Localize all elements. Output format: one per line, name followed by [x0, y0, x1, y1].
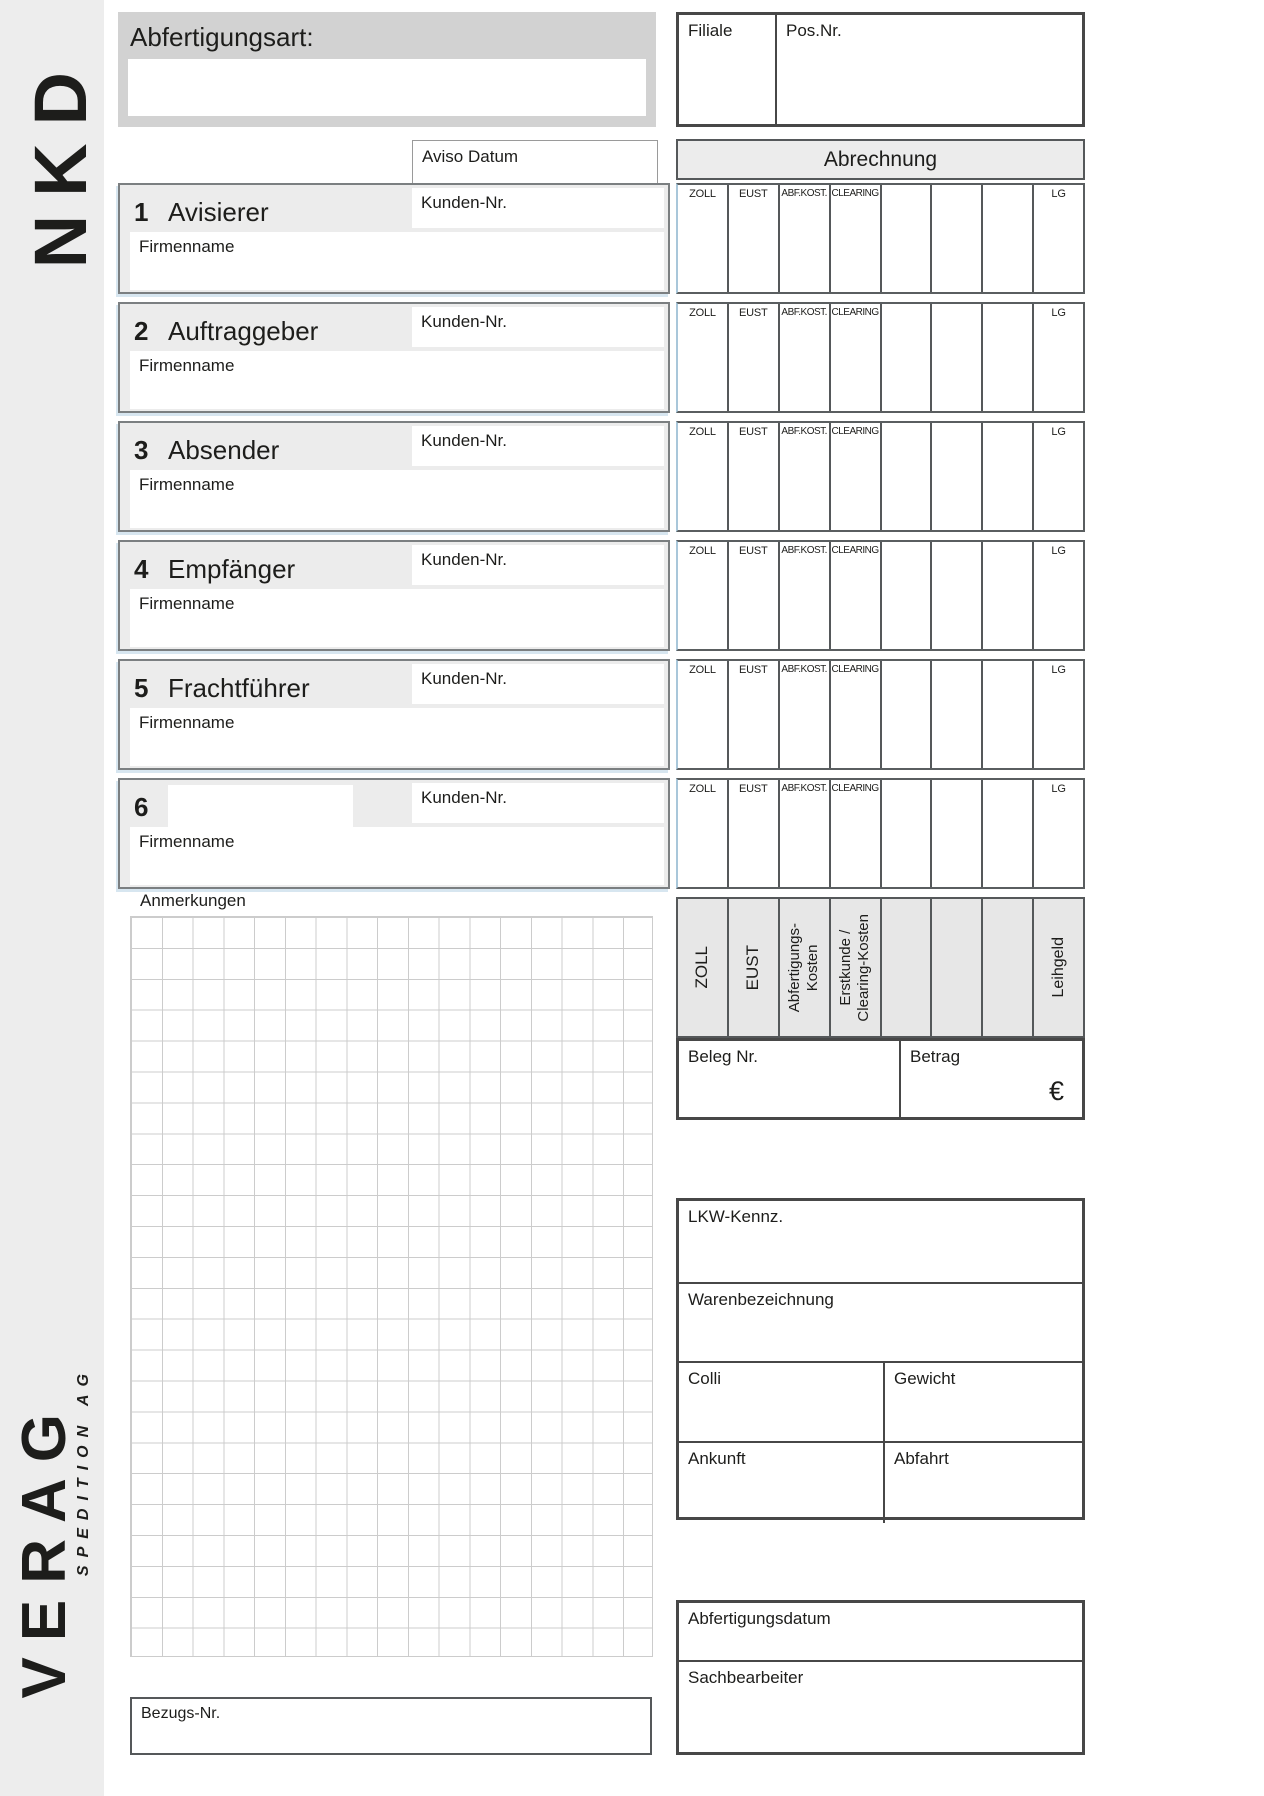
- bezugs-nr-field[interactable]: [130, 1697, 652, 1755]
- section-avisierer: [118, 183, 670, 294]
- footer-cell-empty: [932, 899, 983, 1036]
- verag-logo-subtitle: SPEDITION AG: [75, 1366, 92, 1577]
- lkw-kennz-label: LKW-Kennz.: [688, 1207, 784, 1226]
- col-label-zoll: ZOLL: [689, 307, 716, 319]
- firmenname-field[interactable]: [130, 351, 664, 409]
- col-label-eust: EUST: [739, 307, 768, 319]
- abrechnung-cell[interactable]: [831, 185, 882, 292]
- euro-symbol: €: [1048, 1076, 1064, 1106]
- col-label-eust: EUST: [739, 664, 768, 676]
- abfertigungsdatum-field[interactable]: [679, 1603, 1082, 1660]
- kunden-nr-label: Kunden-Nr.: [421, 193, 507, 212]
- filiale-field[interactable]: [679, 15, 775, 124]
- firmenname-field[interactable]: [130, 827, 664, 885]
- abrechnung-row-4: [676, 540, 1085, 651]
- sachbearbeiter-field[interactable]: [679, 1660, 1082, 1752]
- posnr-label: Pos.Nr.: [786, 21, 842, 40]
- col-label-zoll: ZOLL: [689, 545, 716, 557]
- colli-label: Colli: [688, 1369, 722, 1388]
- abrechnung-cell[interactable]: [983, 304, 1034, 411]
- abfertigungsart-label: Abfertigungsart:: [130, 22, 314, 52]
- abrechnung-row-1: [676, 183, 1085, 294]
- col-label-clearing: CLEARING: [831, 188, 879, 199]
- abrechnung-cell[interactable]: [1034, 661, 1083, 768]
- beleg-nr-label: Beleg Nr.: [688, 1047, 758, 1066]
- betrag-field[interactable]: [899, 1041, 1082, 1117]
- bezugs-nr-label: Bezugs-Nr.: [141, 1705, 221, 1722]
- aviso-datum-label: Aviso Datum: [422, 147, 519, 166]
- colli-field[interactable]: [679, 1361, 883, 1441]
- abrechnung-cell[interactable]: [882, 304, 933, 411]
- kunden-nr-field[interactable]: [412, 307, 664, 347]
- col-label-zoll: ZOLL: [689, 664, 716, 676]
- nkd-logo: NKD: [19, 54, 102, 269]
- col-label-eust: EUST: [739, 188, 768, 200]
- abfahrt-field[interactable]: [883, 1441, 1082, 1523]
- abrechnung-row-3: [676, 421, 1085, 532]
- col-label-clearing: CLEARING: [831, 545, 879, 556]
- section-empfaenger: [118, 540, 670, 651]
- kunden-nr-label: Kunden-Nr.: [421, 312, 507, 331]
- abrechnung-cell[interactable]: [983, 661, 1034, 768]
- col-label-zoll: ZOLL: [689, 188, 716, 200]
- abrechnung-cell[interactable]: [729, 423, 780, 530]
- section-title: Avisierer: [168, 197, 269, 227]
- verag-logo: VERAG: [10, 1398, 79, 1699]
- col-label-lg: LG: [1051, 545, 1066, 557]
- lkw-kennz-field[interactable]: [679, 1201, 1082, 1282]
- col-label-zoll: ZOLL: [689, 783, 716, 795]
- shipment-box: [676, 1198, 1085, 1520]
- abrechnung-cell[interactable]: [831, 423, 882, 530]
- col-label-abfkost: ABF.KOST.: [781, 307, 827, 318]
- abrechnung-cell[interactable]: [932, 185, 983, 292]
- firmenname-label: Firmenname: [139, 832, 235, 851]
- betrag-label: Betrag: [910, 1047, 961, 1066]
- col-label-lg: LG: [1051, 783, 1066, 795]
- section-title: Auftraggeber: [168, 316, 319, 346]
- abrechnung-row-2: [676, 302, 1085, 413]
- firmenname-label: Firmenname: [139, 594, 235, 613]
- firmenname-label: Firmenname: [139, 475, 235, 494]
- kunden-nr-label: Kunden-Nr.: [421, 431, 507, 450]
- abrechnung-cell[interactable]: [1034, 304, 1083, 411]
- footer-cell-empty: [983, 899, 1034, 1036]
- abrechnung-cell[interactable]: [1034, 780, 1083, 887]
- section-number: 5: [134, 673, 149, 703]
- col-label-clearing: CLEARING: [831, 307, 879, 318]
- warenbezeichnung-field[interactable]: [679, 1282, 1082, 1361]
- anmerkungen-grid[interactable]: [130, 916, 653, 1657]
- gewicht-field[interactable]: [883, 1361, 1082, 1441]
- kunden-nr-field[interactable]: [412, 188, 664, 228]
- abrechnung-cell[interactable]: [729, 780, 780, 887]
- abrechnung-cell[interactable]: [983, 780, 1034, 887]
- col-label-abfkost: ABF.KOST.: [781, 545, 827, 556]
- abrechnung-cell[interactable]: [780, 423, 831, 530]
- abrechnung-cell[interactable]: [882, 661, 933, 768]
- footer-cell-leihgeld: Leihgeld: [1049, 937, 1067, 998]
- abrechnung-cell[interactable]: [1034, 423, 1083, 530]
- abrechnung-cell[interactable]: [729, 304, 780, 411]
- col-label-abfkost: ABF.KOST.: [781, 664, 827, 675]
- col-label-eust: EUST: [739, 545, 768, 557]
- abfertigungsdatum-label: Abfertigungsdatum: [688, 1609, 831, 1628]
- col-label-lg: LG: [1051, 307, 1066, 319]
- abrechnung-cell[interactable]: [729, 661, 780, 768]
- firmenname-field[interactable]: [130, 589, 664, 647]
- footer-cell-abfertigungskosten: Abfertigungs- Kosten: [780, 899, 831, 1036]
- abrechnung-cell[interactable]: [882, 185, 933, 292]
- sachbearbeiter-label: Sachbearbeiter: [688, 1668, 804, 1687]
- abrechnung-row-5: [676, 659, 1085, 770]
- abrechnung-cell[interactable]: [932, 542, 983, 649]
- section-title: Absender: [168, 435, 280, 465]
- firmenname-label: Firmenname: [139, 713, 235, 732]
- col-label-zoll: ZOLL: [689, 426, 716, 438]
- section-number: 2: [134, 316, 149, 346]
- abrechnung-cell[interactable]: [882, 542, 933, 649]
- abrechnung-cell[interactable]: [882, 780, 933, 887]
- col-label-lg: LG: [1051, 426, 1066, 438]
- abrechnung-cell[interactable]: [983, 423, 1034, 530]
- abrechnung-cell[interactable]: [932, 780, 983, 887]
- col-label-abfkost: ABF.KOST.: [781, 783, 827, 794]
- abrechnung-cell[interactable]: [729, 185, 780, 292]
- abrechnung-cell[interactable]: [780, 185, 831, 292]
- abrechnung-cell[interactable]: [678, 423, 729, 530]
- abrechnung-cell[interactable]: [932, 423, 983, 530]
- abrechnung-cell[interactable]: [831, 661, 882, 768]
- filiale-posnr-box: [676, 12, 1085, 127]
- col-label-clearing: CLEARING: [831, 664, 879, 675]
- aviso-datum-field[interactable]: [412, 140, 658, 183]
- abfertigungsart-input[interactable]: [128, 59, 646, 116]
- firmenname-field[interactable]: [130, 232, 664, 290]
- abrechnung-cell[interactable]: [932, 304, 983, 411]
- section-title: Empfänger: [168, 554, 296, 584]
- section-number: 6: [134, 792, 149, 822]
- kunden-nr-field[interactable]: [412, 426, 664, 466]
- kunden-nr-label: Kunden-Nr.: [421, 550, 507, 569]
- col-label-eust: EUST: [739, 783, 768, 795]
- section-title: Frachtführer: [168, 673, 310, 703]
- section-auftraggeber: [118, 302, 670, 413]
- abrechnung-cell[interactable]: [780, 661, 831, 768]
- beleg-nr-field[interactable]: [679, 1041, 899, 1117]
- col-label-clearing: CLEARING: [831, 783, 879, 794]
- col-label-clearing: CLEARING: [831, 426, 879, 437]
- kunden-nr-field[interactable]: [412, 664, 664, 704]
- col-label-lg: LG: [1051, 188, 1066, 200]
- kunden-nr-field[interactable]: [412, 783, 664, 823]
- abrechnung-cell[interactable]: [831, 542, 882, 649]
- abrechnung-cell[interactable]: [729, 542, 780, 649]
- anmerkungen-label: Anmerkungen: [140, 891, 246, 910]
- firmenname-field[interactable]: [130, 470, 664, 528]
- section-absender: [118, 421, 670, 532]
- abrechnung-cell[interactable]: [1034, 542, 1083, 649]
- abrechnung-cell[interactable]: [983, 185, 1034, 292]
- abrechnung-cell[interactable]: [780, 780, 831, 887]
- section-number: 1: [134, 197, 149, 227]
- abrechnung-cell[interactable]: [678, 185, 729, 292]
- abfahrt-label: Abfahrt: [894, 1449, 949, 1468]
- gewicht-label: Gewicht: [894, 1369, 956, 1388]
- abrechnung-cell[interactable]: [983, 542, 1034, 649]
- abrechnung-cell[interactable]: [1034, 185, 1083, 292]
- abrechnung-row-6: [676, 778, 1085, 889]
- firmenname-label: Firmenname: [139, 237, 235, 256]
- footer-cell-clearingkosten: Erstkunde / Clearing-Kosten: [831, 899, 882, 1036]
- abfertigungsart-box: [118, 12, 656, 127]
- beleg-betrag-box: [676, 1038, 1085, 1120]
- abrechnung-cell[interactable]: [831, 780, 882, 887]
- abrechnung-cell[interactable]: [678, 304, 729, 411]
- warenbezeichnung-label: Warenbezeichnung: [688, 1290, 834, 1309]
- abrechnung-cell[interactable]: [882, 423, 933, 530]
- footer-cell-empty: [882, 899, 933, 1036]
- section-frachtfuehrer: [118, 659, 670, 770]
- ankunft-label: Ankunft: [688, 1449, 746, 1468]
- firmenname-field[interactable]: [130, 708, 664, 766]
- abrechnung-cell[interactable]: [831, 304, 882, 411]
- footer-cell-eust: EUST: [729, 899, 780, 1036]
- filiale-label: Filiale: [688, 21, 733, 40]
- ankunft-field[interactable]: [679, 1441, 883, 1523]
- footer-cell-zoll: ZOLL: [678, 899, 729, 1036]
- section-number: 3: [134, 435, 149, 465]
- processing-box: [676, 1600, 1085, 1755]
- kunden-nr-field[interactable]: [412, 545, 664, 585]
- abrechnung-cell[interactable]: [780, 542, 831, 649]
- col-label-eust: EUST: [739, 426, 768, 438]
- abrechnung-footer-row: [676, 897, 1085, 1038]
- kunden-nr-label: Kunden-Nr.: [421, 669, 507, 688]
- col-label-abfkost: ABF.KOST.: [781, 188, 827, 199]
- section-six: [118, 778, 670, 889]
- kunden-nr-label: Kunden-Nr.: [421, 788, 507, 807]
- section-title-input[interactable]: [168, 785, 353, 830]
- abrechnung-cell[interactable]: [678, 780, 729, 887]
- abrechnung-cell[interactable]: [678, 661, 729, 768]
- col-label-abfkost: ABF.KOST.: [781, 426, 827, 437]
- abrechnung-cell[interactable]: [932, 661, 983, 768]
- abrechnung-cell[interactable]: [678, 542, 729, 649]
- firmenname-label: Firmenname: [139, 356, 235, 375]
- section-number: 4: [134, 554, 149, 584]
- abrechnung-cell[interactable]: [780, 304, 831, 411]
- posnr-field[interactable]: [775, 15, 1082, 124]
- abrechnung-header: Abrechnung: [676, 139, 1085, 180]
- col-label-lg: LG: [1051, 664, 1066, 676]
